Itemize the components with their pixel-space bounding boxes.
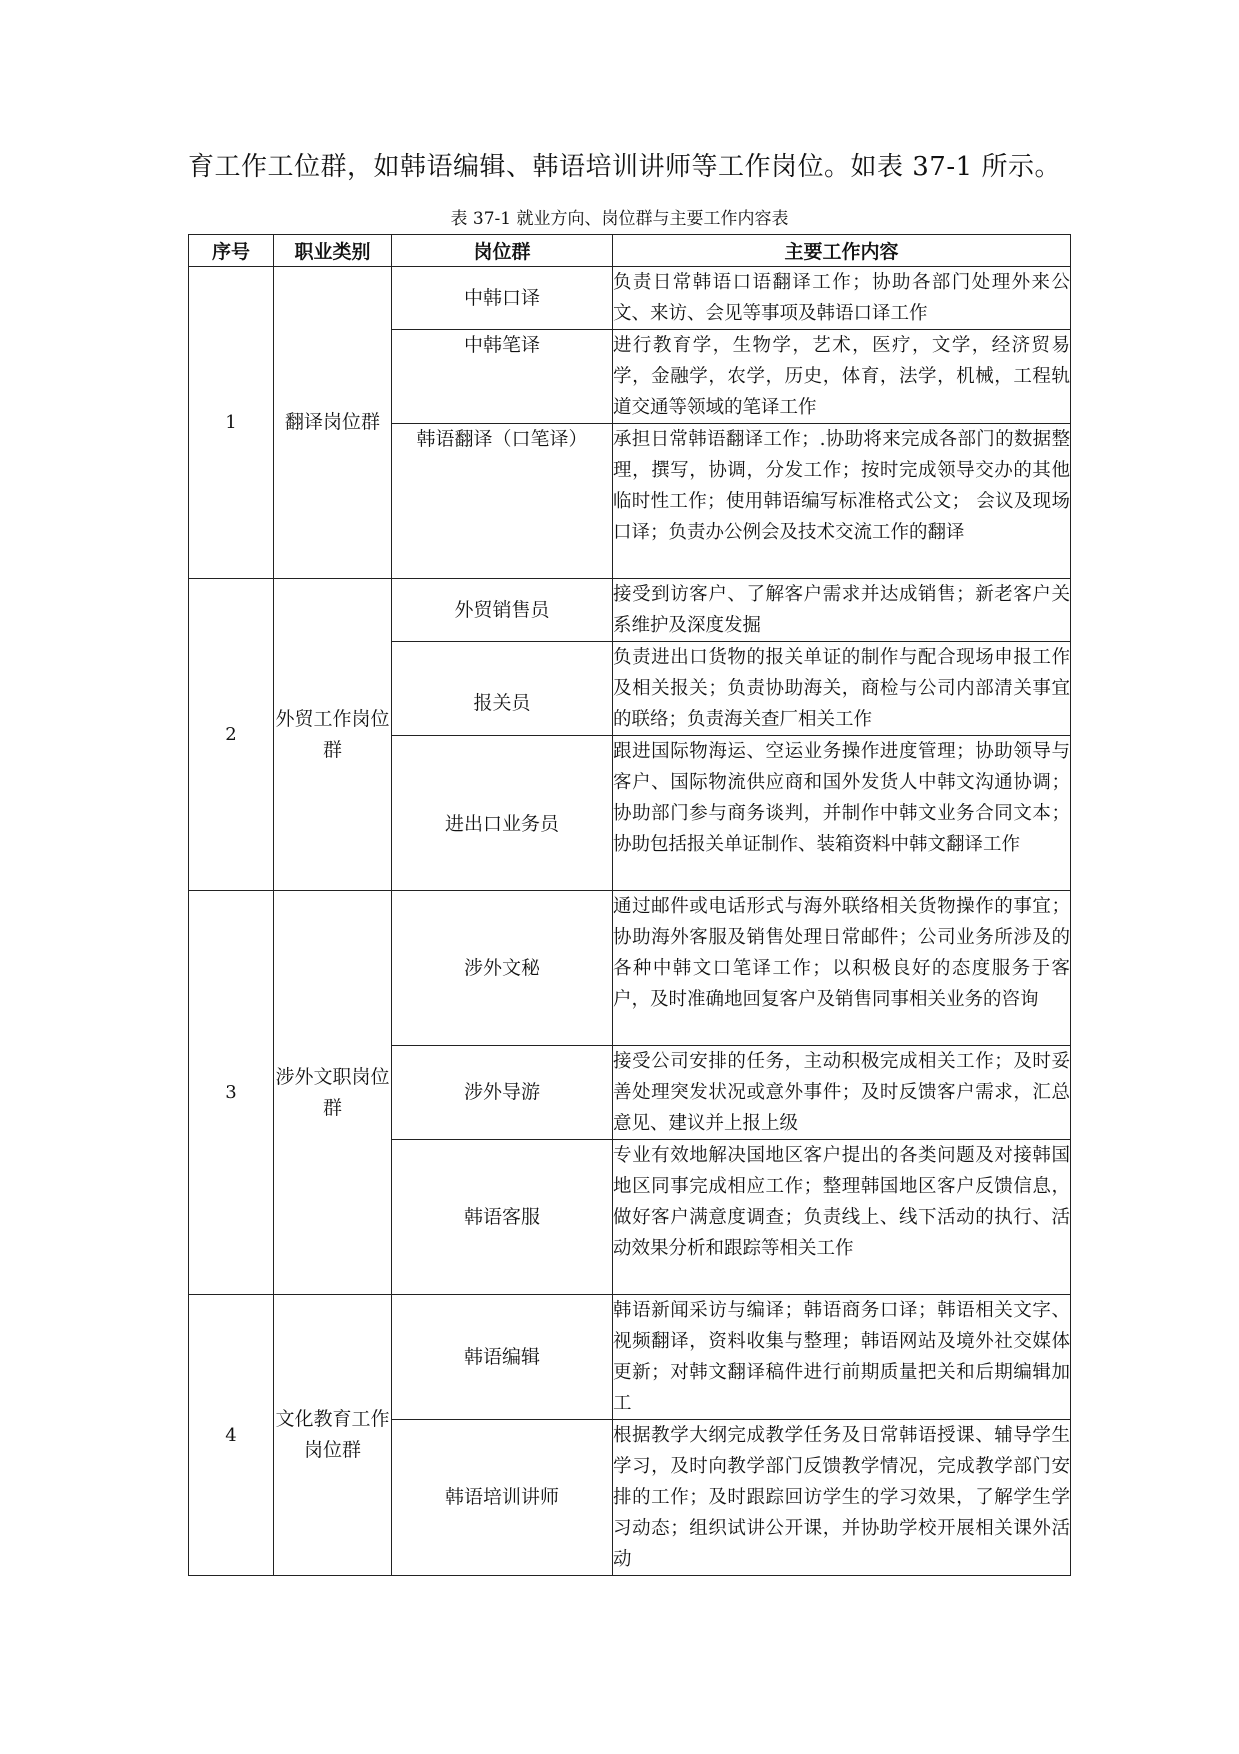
position-cell: 韩语编辑	[392, 1295, 613, 1420]
row-number: 4	[189, 1295, 274, 1576]
row-number: 1	[189, 267, 274, 579]
header-no: 序号	[189, 235, 274, 267]
content-cell: 承担日常韩语翻译工作；.协助将来完成各部门的数据整理，撰写，协调，分发工作；按时完成领导交办的其他临时性工作；使用韩语编写标准格式公文； 会议及现场口译；负责办公例会及技术交流工作的翻译	[613, 424, 1071, 579]
row-number: 3	[189, 891, 274, 1295]
content-cell: 根据教学大纲完成教学任务及日常韩语授课、辅导学生学习，及时向教学部门反馈教学情况，完成教学部门安排的工作；及时跟踪回访学生的学习效果，了解学生学习动态；组织试讲公开课，并协助学校开展相关课外活动	[613, 1420, 1071, 1576]
content-cell: 负责进出口货物的报关单证的制作与配合现场申报工作及相关报关；负责协助海关，商检与公司内部清关事宜的联络；负责海关查厂相关工作	[613, 642, 1071, 736]
category-cell: 文化教育工作岗位群	[274, 1295, 392, 1576]
content-cell: 负责日常韩语口语翻译工作；协助各部门处理外来公文、来访、会见等事项及韩语口译工作	[613, 267, 1071, 330]
position-cell: 进出口业务员	[392, 736, 613, 891]
table-caption: 表 37-1 就业方向、岗位群与主要工作内容表	[450, 209, 789, 229]
table-row	[189, 891, 1071, 1046]
content-cell: 接受公司安排的任务，主动积极完成相关工作；及时妥善处理突发状况或意外事件；及时反馈客户需求，汇总意见、建议并上报上级	[613, 1046, 1071, 1140]
position-cell: 报关员	[392, 642, 613, 736]
position-cell: 中韩笔译	[392, 330, 613, 424]
table-header-row	[189, 235, 1071, 267]
content-cell: 进行教育学，生物学，艺术，医疗，文学，经济贸易学，金融学，农学，历史，体育，法学，机械，工程轨道交通等领域的笔译工作	[613, 330, 1071, 424]
table-row	[189, 267, 1071, 330]
category-cell: 外贸工作岗位群	[274, 579, 392, 891]
row-number: 2	[189, 579, 274, 891]
table-row	[189, 579, 1071, 642]
jobs-table	[188, 234, 1071, 1576]
category-cell: 翻译岗位群	[274, 267, 392, 579]
intro-paragraph: 育工作工位群，如韩语编辑、韩语培训讲师等工作岗位。如表 37-1 所示。	[188, 152, 1061, 182]
content-cell: 通过邮件或电话形式与海外联络相关货物操作的事宜；协助海外客服及销售处理日常邮件；公司业务所涉及的各种中韩文口笔译工作；以积极良好的态度服务于客户，及时准确地回复客户及销售同事相关业务的咨询	[613, 891, 1071, 1046]
position-cell: 涉外导游	[392, 1046, 613, 1140]
header-position: 岗位群	[392, 235, 613, 267]
position-cell: 外贸销售员	[392, 579, 613, 642]
position-cell: 涉外文秘	[392, 891, 613, 1046]
position-cell: 韩语翻译（口笔译）	[392, 424, 613, 579]
content-cell: 专业有效地解决国地区客户提出的各类问题及对接韩国地区同事完成相应工作；整理韩国地区客户反馈信息，做好客户满意度调查；负责线上、线下活动的执行、活动效果分析和跟踪等相关工作	[613, 1140, 1071, 1295]
position-cell: 韩语培训讲师	[392, 1420, 613, 1576]
position-cell: 韩语客服	[392, 1140, 613, 1295]
content-cell: 接受到访客户、了解客户需求并达成销售；新老客户关系维护及深度发掘	[613, 579, 1071, 642]
category-cell: 涉外文职岗位群	[274, 891, 392, 1295]
header-category: 职业类别	[274, 235, 392, 267]
table-row	[189, 1295, 1071, 1420]
content-cell: 韩语新闻采访与编译；韩语商务口译；韩语相关文字、视频翻译，资料收集与整理；韩语网站及境外社交媒体更新；对韩文翻译稿件进行前期质量把关和后期编辑加工	[613, 1295, 1071, 1420]
content-cell: 跟进国际物海运、空运业务操作进度管理；协助领导与客户、国际物流供应商和国外发货人中韩文沟通协调；协助部门参与商务谈判，并制作中韩文业务合同文本；协助包括报关单证制作、装箱资料中韩文翻译工作	[613, 736, 1071, 891]
header-content: 主要工作内容	[613, 235, 1071, 267]
position-cell: 中韩口译	[392, 267, 613, 330]
